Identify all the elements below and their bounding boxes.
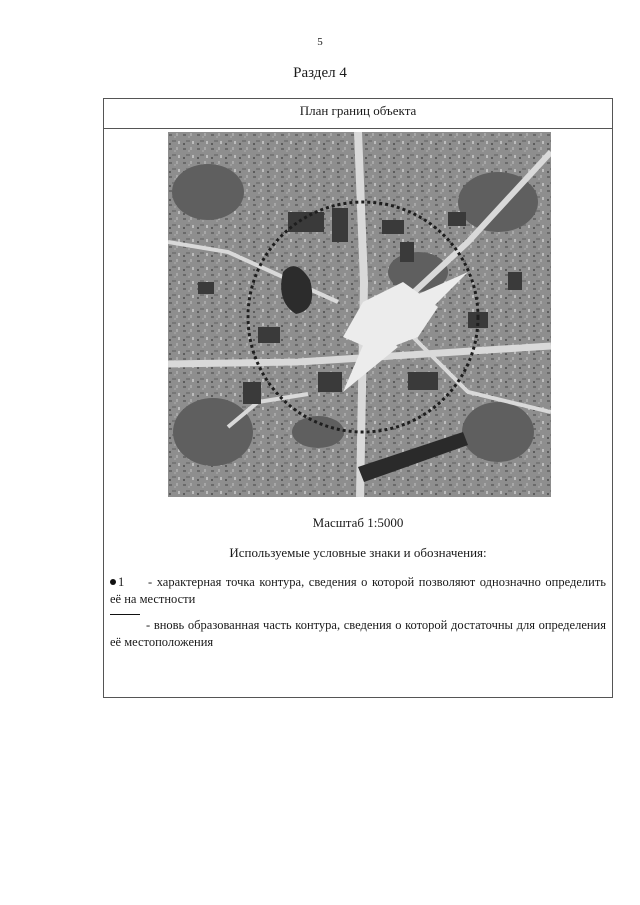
section-title: Раздел 4	[293, 65, 347, 81]
plan-header: План границ объекта	[104, 99, 612, 129]
point-marker-label: 1	[118, 575, 125, 589]
aerial-map	[168, 132, 551, 497]
legend-item-line	[110, 614, 606, 651]
legend-line-text: - вновь образованная часть контура, сведения о которой достаточны для определения её местоположения	[110, 618, 606, 649]
map-svg	[168, 132, 551, 497]
line-marker-icon	[110, 614, 140, 615]
map-scale: Масштаб 1:5000	[312, 515, 404, 530]
plan-frame	[103, 98, 613, 698]
page-number: 5	[317, 36, 323, 48]
point-marker-icon	[110, 579, 116, 585]
legend-item-point	[110, 574, 606, 608]
legend-title: Используемые условные знаки и обозначения:	[229, 545, 487, 560]
legend-point-text: - характерная точка контура, сведения о которой позволяют однозначно определить её на местности	[110, 575, 606, 606]
